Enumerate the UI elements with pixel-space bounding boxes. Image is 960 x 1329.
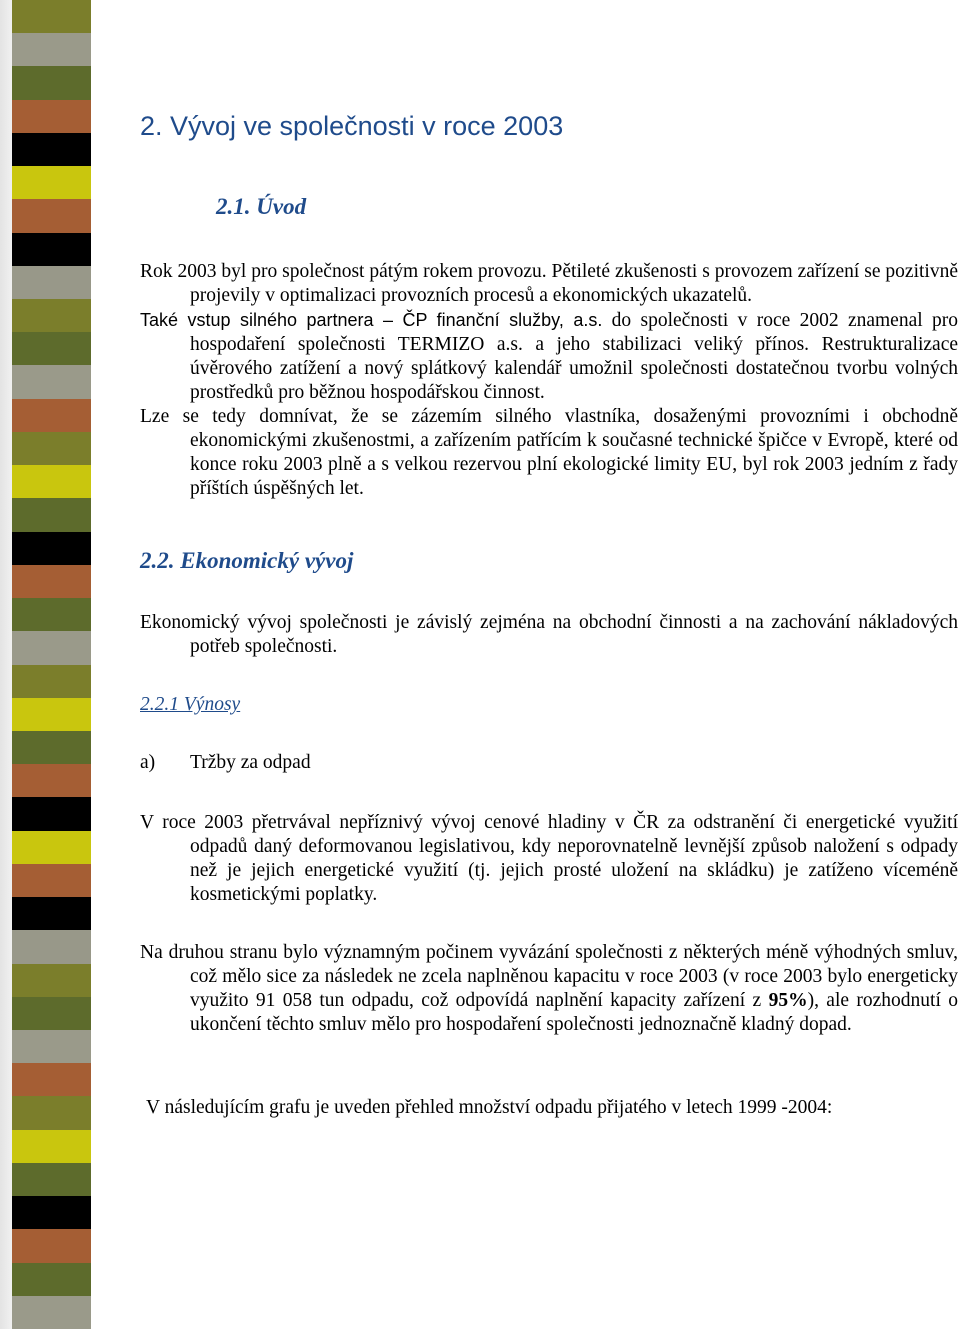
stripe-segment xyxy=(12,1296,91,1329)
stripe-segment xyxy=(12,100,91,134)
subsection-heading-revenue: 2.2.1 Výnosy xyxy=(140,694,241,715)
stripe-segment xyxy=(12,299,91,333)
stripe-segment xyxy=(12,831,91,865)
intro-paragraph-1: Rok 2003 byl pro společnost pátým rokem provozu. Pětileté zkušenosti s provozem zařízení se pozitivně projevily v optimalizaci provozních procesů a ekonomických ukazatelů. xyxy=(140,261,958,306)
intro-paragraph-2 xyxy=(140,308,958,405)
stripe-segment xyxy=(12,598,91,632)
econ-section xyxy=(140,611,958,659)
stripe-segment xyxy=(12,631,91,665)
stripe-segment xyxy=(12,66,91,100)
stripe-segment xyxy=(12,764,91,798)
stripe-segment xyxy=(12,698,91,732)
stripe-segment xyxy=(12,1263,91,1297)
intro-paragraph-2-start: Také vstup silného partnera – ČP finanční služby, a.s. xyxy=(140,310,603,330)
revenue-paragraph-1: V roce 2003 přetrvával nepříznivý vývoj cenové hladiny v ČR za odstranění či energetické využití odpadů daný deformovanou legislativou, kdy neporovnatelně levnější způsob naložení s odpady než je jejich energetické využití (tj. jejich prosté uložení na skládku) je zatíženo víceméně kosmetickými poplatky. xyxy=(140,812,958,905)
capacity-percentage: 95% xyxy=(768,990,808,1011)
stripe-segment xyxy=(12,897,91,931)
stripe-segment xyxy=(12,0,91,34)
stripe-segment xyxy=(12,432,91,466)
revenue-paragraph-1-block xyxy=(140,811,958,907)
stripe-segment xyxy=(12,1229,91,1263)
stripe-segment xyxy=(12,997,91,1031)
stripe-segment xyxy=(12,964,91,998)
stripe-segment xyxy=(12,1163,91,1197)
stripe-segment xyxy=(12,1063,91,1097)
revenue-paragraph-2-end: ), ale rozhodnutí o ukončení těchto smluv mělo pro hospodaření společnosti jednoznačně kladný dopad. xyxy=(190,990,958,1035)
stripe-segment xyxy=(12,930,91,964)
chart-intro-sentence: V následujícím grafu je uveden přehled množství odpadu přijatého v letech 1999 -2004: xyxy=(146,1097,833,1118)
page-title: 2. Vývoj ve společnosti v roce 2003 xyxy=(140,111,564,141)
stripe-segment xyxy=(12,731,91,765)
stripe-segment xyxy=(12,1130,91,1164)
stripe-segment xyxy=(12,532,91,566)
stripe-segment xyxy=(12,465,91,499)
list-item-label-a: Tržby za odpad xyxy=(190,752,311,773)
stripe-segment xyxy=(12,565,91,599)
section-heading-econ: 2.2. Ekonomický vývoj xyxy=(140,548,354,573)
intro-paragraph-2-rest: do společnosti v roce 2002 znamenal pro hospodaření společnosti TERMIZO a.s. a jeho stabilizaci veliký přínos. Restrukturalizace úvěrového zatížení a nový splátkový kalendář umožnil společnosti dostatečnou tvorbu volných prostředků pro běžnou hospodářskou činnost. xyxy=(190,310,958,403)
decorative-stripe xyxy=(12,0,91,1329)
stripe-segment xyxy=(12,166,91,200)
stripe-segment xyxy=(12,233,91,267)
stripe-segment xyxy=(12,332,91,366)
stripe-segment xyxy=(12,498,91,532)
stripe-segment xyxy=(12,199,91,233)
list-marker-a: a) xyxy=(140,752,156,773)
stripe-segment xyxy=(12,1096,91,1130)
intro-paragraph-3: Lze se tedy domnívat, že se zázemím silného vlastníka, dosaženými provozními i obchodně ekonomickými zkušenostmi, a zařízením patřícím k současné technické špičce v Evropě, které od konce roku 2003 plně a s velkou rezervou plní ekologické limity EU, byl rok 2003 jedním z řady příštích úspěšných let. xyxy=(140,406,958,499)
section-heading-intro: 2.1. Úvod xyxy=(216,194,307,219)
stripe-segment xyxy=(12,266,91,300)
stripe-segment xyxy=(12,399,91,433)
stripe-segment xyxy=(12,1196,91,1230)
revenue-paragraph-2-start: Na druhou stranu bylo významným počinem vyvázání společnosti z některých méně výhodných smluv, což mělo sice za následek ne zcela naplněnou kapacitu v roce 2003 (v roce 2003 bylo energeticky využito 91 058 tun odpadu, což odpovídá naplnění kapacity zařízení z xyxy=(140,942,958,1011)
stripe-segment xyxy=(12,365,91,399)
revenue-paragraph-2-block xyxy=(140,941,958,1037)
stripe-segment xyxy=(12,864,91,898)
stripe-segment xyxy=(12,1030,91,1064)
revenue-paragraph-2 xyxy=(140,941,958,1037)
stripe-segment xyxy=(12,33,91,67)
econ-paragraph: Ekonomický vývoj společnosti je závislý zejména na obchodní činnosti a na zachování nákladových potřeb společnosti. xyxy=(140,612,958,657)
stripe-segment xyxy=(12,665,91,699)
decorative-stripe-background xyxy=(0,0,104,1329)
intro-section xyxy=(140,260,958,501)
stripe-segment xyxy=(12,797,91,831)
stripe-segment xyxy=(12,133,91,167)
